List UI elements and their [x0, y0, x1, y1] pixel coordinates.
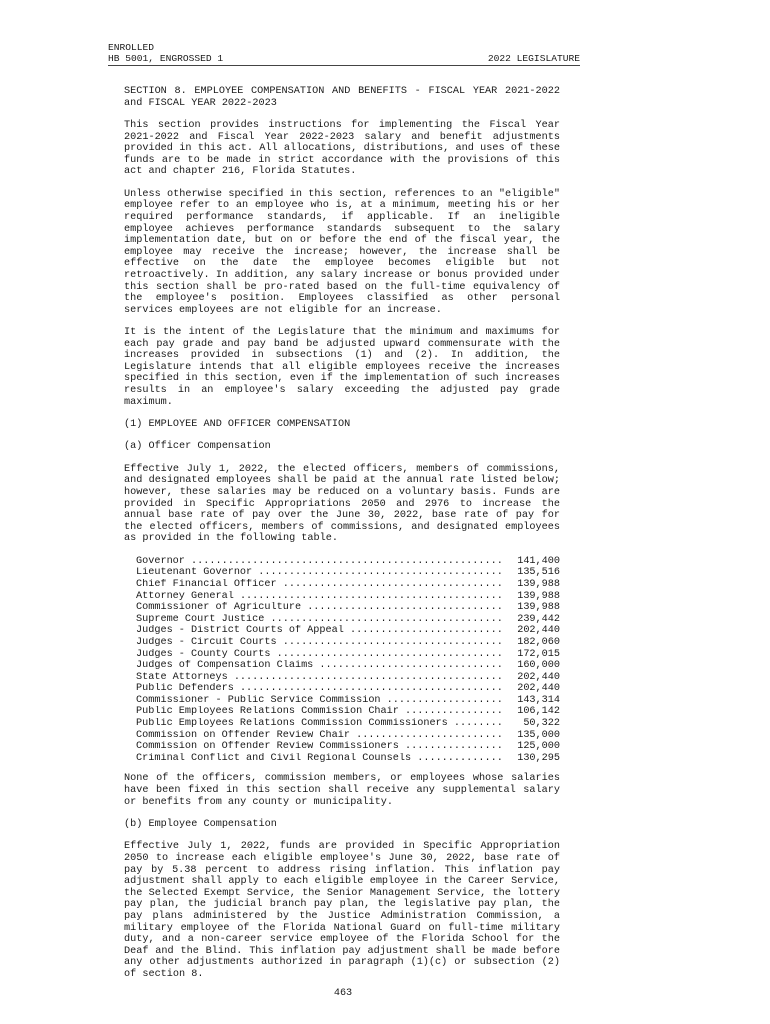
paragraph-no-supplemental: None of the officers, commission members, or employees whose salaries have been fixed in this section shall receive any supplemental salary or benefits from any county or municipality.	[124, 773, 560, 808]
table-row	[136, 672, 560, 684]
salary-amount: 106,142	[502, 706, 560, 718]
salary-amount: 139,988	[502, 591, 560, 603]
salary-amount: 130,295	[502, 753, 560, 765]
paragraph-eligible: Unless otherwise specified in this section, references to an "eligible" employee refer to an employee who is, at a minimum, meeting his or her required performance standards, if applicable. If an ineligible employee achieves performance standards subsequent to the salary implementation date, but on or before the end of the fiscal year, the employee may receive the increase; however, the increase shall be effective on the date the employee becomes eligible but not retroactively. In addition, any salary increase or bonus provided under this section shall be pro-rated based on the full-time equivalency of the employee's position. Employees classified as other personal services employees are not eligible for an increase.	[124, 188, 560, 316]
subsection-heading-1b: (b) Employee Compensation	[124, 819, 277, 831]
officer-title: Attorney General .....	[136, 591, 502, 603]
officer-title: Commission on Offender Review Chair .....	[136, 730, 502, 742]
officer-title: Supreme Court Justice .....	[136, 614, 502, 626]
bill-number: HB 5001, ENGROSSED 1	[108, 53, 224, 64]
salary-amount: 202,440	[502, 625, 560, 637]
table-row	[136, 591, 560, 603]
officer-title: Public Defenders .....	[136, 683, 502, 695]
paragraph-employee: Effective July 1, 2022, funds are provided in Specific Appropriation 2050 to increase each eligible employee's June 30, 2022, base rate of pay by 5.38 percent to address rising inflation. This inflation pay adjustment shall apply to each eligible employee in the Career Service, the Selected Exempt Service, the Senior Management Service, the lottery pay plan, the judicial branch pay plan, the legislative pay plan, the pay plans administered by the Justice Administration Commission, a military employee of the Florida National Guard on full-time military duty, and a non-career service employee of the Florida School for the Deaf and the Blind. This inflation pay adjustment shall be made before any other adjustments authorized in paragraph (1)(c) or subsection (2) of section 8.	[124, 841, 560, 980]
salary-amount: 139,988	[502, 579, 560, 591]
enrolled-label: ENROLLED	[108, 42, 155, 53]
salary-amount: 141,400	[502, 556, 560, 568]
paragraph-intro: This section provides instructions for implementing the Fiscal Year 2021-2022 and Fiscal Year 2022-2023 salary and benefit adjustments provided in this act. All allocations, distributions, and uses of these funds are to be made in strict accordance with the provisions of this act and chapter 216, Florida Statutes.	[124, 119, 560, 178]
paragraph-intent: It is the intent of the Legislature that the minimum and maximums for each pay grade and pay band be adjusted upward commensurate with the increases provided in subsections (1) and (2). In addition, the Legislature intends that all eligible employees receive the increases specified in this section, even if the implementation of such increases results in an employee's salary exceeding the adjusted pay grade maximum.	[124, 327, 560, 408]
table-row	[136, 753, 560, 765]
officer-title: Criminal Conflict and Civil Regional Counsels .....	[136, 753, 502, 765]
table-row	[136, 695, 560, 707]
table-row	[136, 556, 560, 568]
document-body	[124, 86, 560, 991]
officer-title: Judges - County Courts .....	[136, 649, 502, 661]
table-row	[136, 567, 560, 579]
salary-amount: 182,060	[502, 637, 560, 649]
salary-amount: 202,440	[502, 672, 560, 684]
officer-title: Commissioner - Public Service Commission .....	[136, 695, 502, 707]
officer-title: Judges of Compensation Claims .....	[136, 660, 502, 672]
table-row	[136, 706, 560, 718]
salary-amount: 160,000	[502, 660, 560, 672]
salary-amount: 135,000	[502, 730, 560, 742]
subsection-heading-1a: (a) Officer Compensation	[124, 441, 271, 453]
officer-title: Public Employees Relations Commission Chair .....	[136, 706, 502, 718]
salary-amount: 135,516	[502, 567, 560, 579]
salary-amount: 239,442	[502, 614, 560, 626]
table-row	[136, 730, 560, 742]
salary-amount: 50,322	[502, 718, 560, 730]
paragraph-officer: Effective July 1, 2022, the elected officers, members of commissions, and designated employees shall be paid at the annual rate listed below; however, these salaries may be reduced on a voluntary basis. Funds are provided in Specific Appropriations 2050 and 2976 to increase the annual base rate of pay over the June 30, 2022, base rate of pay for the elected officers, members of commissions, and designated employees as provided in the following table.	[124, 463, 560, 545]
table-row	[136, 649, 560, 661]
table-row	[136, 683, 560, 695]
page-number: 463	[333, 988, 353, 999]
officer-title: Judges - Circuit Courts .....	[136, 637, 502, 649]
session-label: 2022 LEGISLATURE	[487, 53, 580, 64]
table-row	[136, 625, 560, 637]
salary-table	[136, 556, 560, 765]
officer-title: Commission on Offender Review Commissioners .....	[136, 741, 502, 753]
section-title: SECTION 8. EMPLOYEE COMPENSATION AND BENEFITS - FISCAL YEAR 2021-2022 and FISCAL YEAR 2022-2023	[124, 86, 560, 109]
officer-title: State Attorneys .....	[136, 672, 502, 684]
officer-title: Judges - District Courts of Appeal .....	[136, 625, 502, 637]
table-row	[136, 741, 560, 753]
officer-title: Governor .....	[136, 556, 502, 568]
officer-title: Lieutenant Governor .....	[136, 567, 502, 579]
officer-title: Commissioner of Agriculture .....	[136, 602, 502, 614]
subsection-heading-1: (1) EMPLOYEE AND OFFICER COMPENSATION	[124, 419, 351, 431]
salary-amount: 143,314	[502, 695, 560, 707]
salary-amount: 125,000	[502, 741, 560, 753]
table-row	[136, 660, 560, 672]
table-row	[136, 637, 560, 649]
table-row	[136, 579, 560, 591]
salary-amount: 202,440	[502, 683, 560, 695]
officer-title: Public Employees Relations Commission Commissioners .....	[136, 718, 502, 730]
salary-amount: 172,015	[502, 649, 560, 661]
table-row	[136, 614, 560, 626]
table-row	[136, 602, 560, 614]
officer-title: Chief Financial Officer .....	[136, 579, 502, 591]
table-row	[136, 718, 560, 730]
salary-amount: 139,988	[502, 602, 560, 614]
header-line	[108, 53, 580, 66]
